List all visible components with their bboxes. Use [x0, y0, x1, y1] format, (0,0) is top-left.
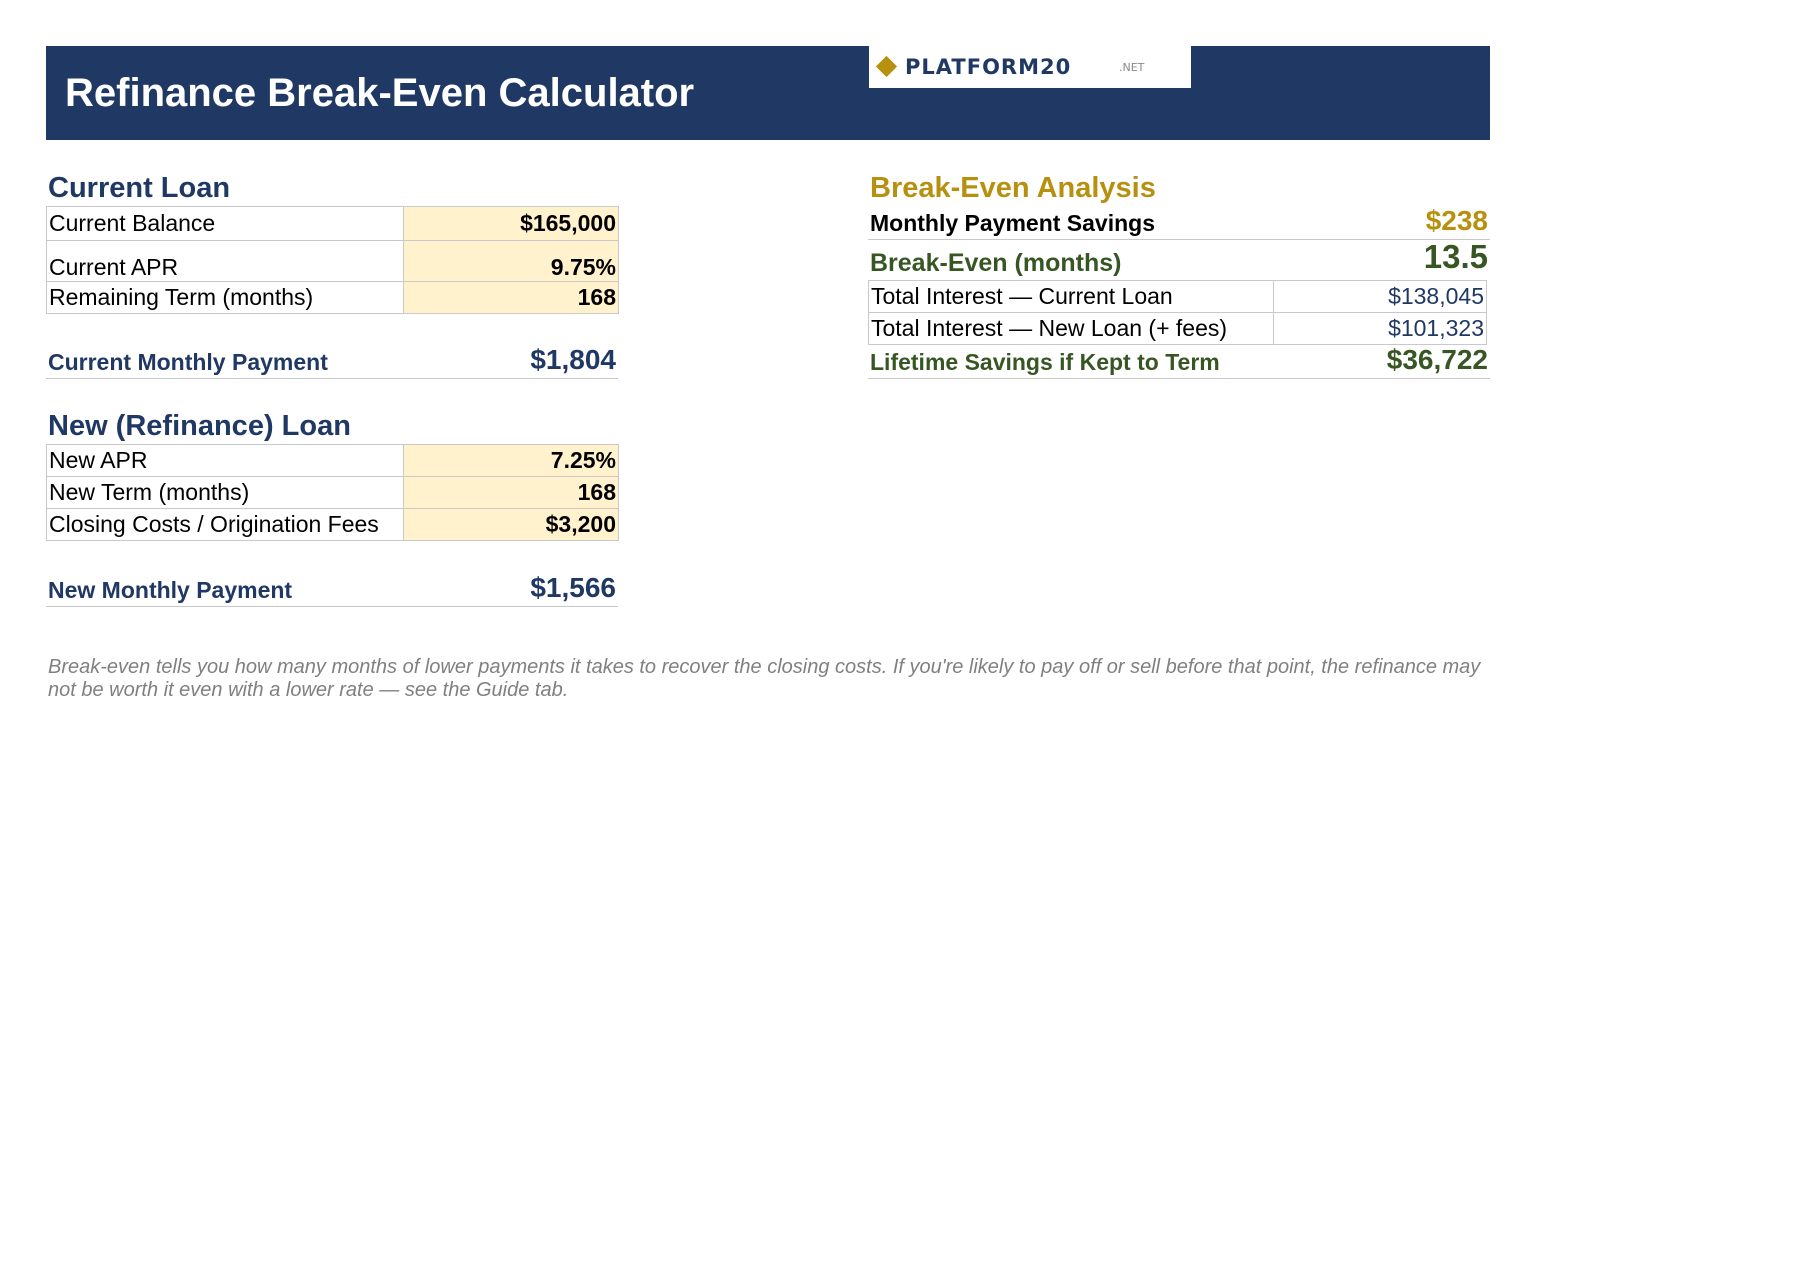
logo-wordmark: PLATFORM20 — [905, 55, 1072, 79]
break-even-row — [868, 239, 1490, 280]
new-payment-label: New Monthly Payment — [48, 577, 293, 603]
remaining-term-label: Remaining Term (months) — [47, 282, 404, 314]
monthly-savings-row — [868, 204, 1490, 240]
platform20-logo — [869, 46, 1191, 88]
break-even-value: 13.5 — [1423, 238, 1488, 275]
table-row — [869, 313, 1487, 345]
monthly-savings-value: $238 — [1425, 205, 1488, 236]
interest-new-label: Total Interest — New Loan (+ fees) — [869, 313, 1274, 345]
new-apr-label: New APR — [47, 445, 404, 477]
footnote: Break-even tells you how many months of lower payments it takes to recover the closing costs. If you're likely to pay off or sell before that point, the refinance may not be worth it even with a lower rate — see the Guide tab. — [48, 656, 1481, 701]
new-apr-input[interactable]: 7.25% — [404, 445, 619, 477]
table-row — [47, 445, 619, 477]
new-payment-value: $1,566 — [530, 572, 616, 603]
new-loan-title: New (Refinance) Loan — [48, 410, 351, 442]
interest-table — [868, 280, 1487, 345]
current-apr-label: Current APR — [47, 241, 404, 282]
table-row — [47, 509, 619, 541]
header-banner — [46, 46, 1490, 140]
logo-suffix: .NET — [1119, 61, 1145, 74]
current-payment-value: $1,804 — [530, 344, 616, 375]
interest-current-label: Total Interest — Current Loan — [869, 281, 1274, 313]
break-even-label: Break-Even (months) — [870, 249, 1122, 277]
table-row — [869, 281, 1487, 313]
new-payment-row — [46, 568, 618, 607]
current-apr-input[interactable]: 9.75% — [404, 241, 619, 282]
new-term-label: New Term (months) — [47, 477, 404, 509]
current-payment-row — [46, 340, 618, 379]
lifetime-savings-label: Lifetime Savings if Kept to Term — [870, 349, 1220, 375]
table-row — [47, 282, 619, 314]
table-row — [47, 477, 619, 509]
current-payment-label: Current Monthly Payment — [48, 349, 328, 375]
closing-costs-input[interactable]: $3,200 — [404, 509, 619, 541]
table-row — [47, 241, 619, 282]
interest-new-value: $101,323 — [1274, 313, 1487, 345]
break-even-title: Break-Even Analysis — [870, 172, 1156, 204]
current-balance-label: Current Balance — [47, 207, 404, 241]
new-loan-table — [46, 444, 619, 541]
current-balance-input[interactable]: $165,000 — [404, 207, 619, 241]
lifetime-savings-value: $36,722 — [1386, 344, 1488, 375]
new-term-input[interactable]: 168 — [404, 477, 619, 509]
diamond-icon — [876, 56, 897, 77]
current-loan-table — [46, 206, 619, 314]
remaining-term-input[interactable]: 168 — [404, 282, 619, 314]
lifetime-savings-row — [868, 344, 1490, 379]
page-title: Refinance Break-Even Calculator — [65, 71, 695, 115]
closing-costs-label: Closing Costs / Origination Fees — [47, 509, 404, 541]
table-row — [47, 207, 619, 241]
current-loan-title: Current Loan — [48, 172, 231, 204]
interest-current-value: $138,045 — [1274, 281, 1487, 313]
monthly-savings-label: Monthly Payment Savings — [870, 210, 1156, 236]
